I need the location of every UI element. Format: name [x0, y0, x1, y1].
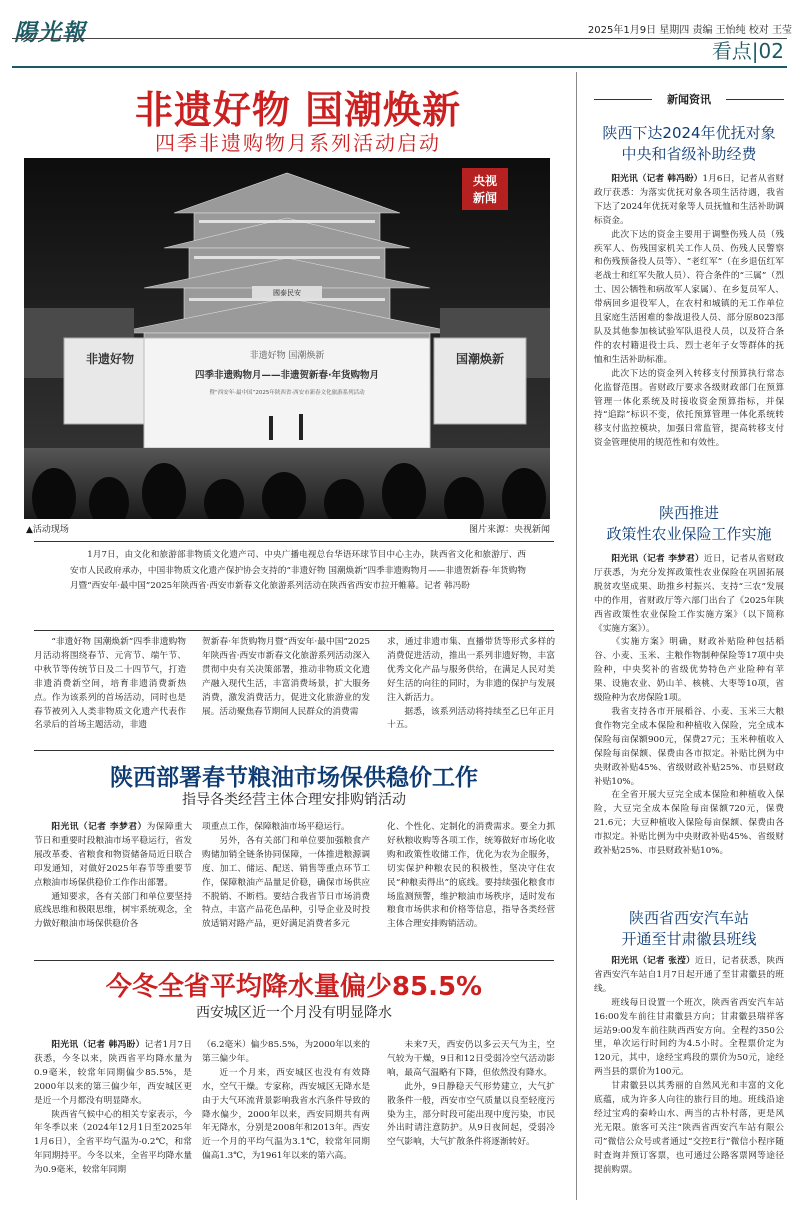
stage-caption: 暨“西安年·最中国”2025年陕西省·西安市新春文化旅游系列活动 [209, 390, 365, 396]
header-rule-bold [12, 66, 787, 68]
sidebar-item-1-p1: 1月6日，记者从省财政厅获悉：为落实优抚对象各项生活待遇，我省下达了2024年优抚对象等人员抚恤和生活补助调标资金。 [594, 174, 784, 226]
weather-col1-b: 陕西省气候中心的相关专家表示，今年冬季以来（2024年12月1日至2025年1月6日），全省平均气温为-0.2℃，和常年同期持平。今冬以来，全省平均降水量为0.9毫米，较常年同期 [34, 1109, 192, 1176]
event-photo [24, 158, 550, 519]
sidebar-label-text: 新闻资讯 [667, 93, 711, 106]
main-body-col2: 贺新春·年货购物月暨“西安年·最中国”2025年陕西省·西安市新春文化旅游系列活动深入贯彻中央有关决策部署，推动非物质文化遗产融入现代生活，丰富消费场景，扩大服务消费，激发消费活力，促进文化旅游业的发展。活动聚焦春节期间人民群众的消费需 [202, 637, 370, 717]
sidebar-item-3-title-line2: 开通至甘肃徽县班线 [621, 930, 757, 948]
column-divider [576, 72, 577, 1200]
news-badge-line2: 新闻 [472, 191, 498, 205]
lead-box-bottom [34, 630, 554, 631]
sidebar-item-2-title [594, 503, 784, 545]
lead-paragraph: 1月7日，由文化和旅游部非物质文化遗产司、中央广播电视总台华语环球节目中心主办，陕西省文化和旅游厅、西安市人民政府承办，中国非物质文化遗产保护协会支持的“非遗好物 国潮焕新”四季非遗购物月——非遗贺新春·年货购物月暨“西安年·最中国”2025年陕西省·西安市新春文化旅游系列活动在陕西省西安市拉开帷幕。记者 韩冯盼 [70, 550, 526, 592]
weather-col1 [34, 1039, 192, 1178]
grain-subheadline: 指导各类经营主体合理安排购销活动 [182, 792, 406, 808]
grain-col2-b: 另外，各有关部门和单位要加强粮食产购储加销全链条协同保障，一体推进粮源调度、加工、储运、配送、销售等重点环节工作，保障粮油产品量足价稳，确保市场供应不脱销、不断档。要结合我省节日市场消费特点，丰富产品花色品种，引导企业及时投放适销对路产品，更好满足消费者多元 [202, 835, 370, 930]
sidebar-item-2-byline: 阳光讯（记者 李梦君） [611, 554, 704, 564]
main-headline: 非遗好物 国潮焕新 [134, 88, 462, 132]
weather-subheadline: 西安城区近一个月没有明显降水 [196, 1005, 392, 1021]
weather-col2-b: 近一个月来，西安城区也没有有效降水，空气干燥。专家称，西安城区无降水是由于大气环流背景影响我省水汽条件导致的降水偏少，2000年以来，西安同期共有两年无降水，分别是2008年和2013年。西安近一个月的平均气温为3.1℃，较常年同期偏高1.3℃，为1961年以来的第六高。 [202, 1067, 370, 1162]
sidebar-item-3-body [594, 955, 784, 1178]
page-label: 看点|02 [711, 39, 784, 63]
weather-col3-a: 未来7天，西安仍以多云天气为主，空气较为干燥，9日和12日受弱冷空气活动影响，最高气温略有下降，但依然没有降水。 [387, 1040, 555, 1078]
grain-col1 [34, 821, 192, 932]
sidebar-item-2-p4: 在全省开展大豆完全成本保险和种植收入保险，大豆完全成本保险每亩保额720元，保费21.6元；大豆种植收入保险每亩保额、保费由各市拟定。补贴比例为中央财政补贴45%、省级财政补贴25%、市县财政补贴10%。 [594, 790, 784, 857]
main-subheadline: 四季非遗购物月系列活动启动 [155, 131, 441, 155]
sidebar-item-3-p2: 班线每日设置一个班次，陕西省西安汽车站16:00发车前往甘肃徽县方向；甘肃徽县瑞祥客运站9:00发车前往陕西西安方向。全程约350公里，单次运行时间约为4.5小时。全程票价定为120元，其中，途经宝鸡段的票价为50元，途经两当县的票价为100元。 [594, 997, 784, 1078]
sidebar-item-3-title [594, 908, 784, 950]
stage-subtitle: 四季非遗购物月——非遗贺新春·年货购物月 [194, 370, 380, 381]
sidebar-item-1-title [594, 123, 784, 165]
sidebar-item-2-title-line2: 政策性农业保险工作实施 [606, 525, 772, 543]
grain-col2 [202, 821, 370, 932]
tower-plaque: 國泰民安 [273, 289, 301, 297]
sidebar-item-2-p3: 我省支持各市开展稻谷、小麦、玉米三大粮食作物完全成本保险和种植收入保险，完全成本保险每亩保额900元，保费27元；玉米种植收入保险每亩保额、保费由各市拟定。补贴比例为中央财政补贴45%、省级财政补贴25%、市县财政补贴10%。 [594, 706, 784, 787]
grain-col1-b: 通知要求，各有关部门和单位要坚持底线思维和极限思维，树牢系统观念，全力做好粮油市场保供稳价各 [34, 891, 192, 930]
lead-box-top [34, 541, 554, 542]
main-body-col3-a: 求，通过非遗市集、直播带货等形式多样的消费促进活动，推出一系列非遗好物，丰富优秀文化产品与服务供给，在满足人民对美好生活的向往的同时，为非遗的保护与发展注入新活力。 [387, 637, 555, 703]
weather-byline: 阳光讯（记者 韩冯盼） [51, 1040, 145, 1050]
screen-right-text: 国潮焕新 [455, 352, 505, 366]
weather-col3 [387, 1039, 555, 1150]
grain-col1-a: 为保障重大节日和重要时段粮油市场平稳运行，省发展改革委、省粮食和物资储备局近日联合印发通知，对做好2025年春节等重要节点粮油市场保供稳价工作作出部署。 [34, 822, 192, 888]
weather-col2-a: （6.2毫米）偏少85.5%，为2000年以来的第三偏少年。 [202, 1040, 370, 1064]
weather-col3-b: 此外，9日静稳天气形势建立，大气扩散条件一般，西安市空气质量以良至轻度污染为主，部分时段可能出现中度污染，市民外出时请注意防护。从9日夜间起，受弱冷空气影响，大气扩散条件将逐渐转好。 [387, 1081, 555, 1148]
sidebar-item-1-p3: 此次下达的资金列入转移支付预算执行常态化监督范围。省财政厅要求各级财政部门在预算管理一体化系统及时接收资金预算指标，并保持“追踪”标识不变，依托预算管理一体化系统转移支付监控模块，加强日常监管，提高转移支付资金管理使用的规范性和有效性。 [594, 368, 784, 449]
date-line: 2025年1月9日 星期四 责编 王怡纯 校对 王莹 [587, 25, 792, 36]
main-body-col1: “非遗好物 国潮焕新”四季非遗购物月活动将围绕春节、元宵节、端午节、中秋节等传统节日及二十四节气，打造非遗消费新空间，培育非遗消费新热点。作为该系列的首场活动，同时也是春节被列入人类非物质文化遗产代表作名录后的首场主题活动，非遗 [34, 637, 186, 731]
sidebar-item-1-title-line1: 陕西下达2024年优抚对象 [602, 124, 776, 142]
sidebar-item-2-body [594, 553, 784, 859]
weather-headline: 今冬全省平均降水量偏少85.5% [105, 972, 483, 1002]
news-badge-line1: 央视 [472, 174, 498, 188]
screen-left-text: 非遗好物 [85, 352, 135, 366]
section-rule [34, 750, 554, 751]
sidebar-item-3-byline: 阳光讯（记者 张滢） [611, 956, 695, 966]
sidebar-item-1-body [594, 173, 784, 451]
weather-col1-a: 记者1月7日获悉，今冬以来，陕西省平均降水量为0.9毫米，较常年同期偏少85.5%，是2000年以来的第三偏少年，西安城区更是近一个月都没有明显降水。 [34, 1040, 192, 1106]
sidebar-item-1-byline: 阳光讯（记者 韩冯盼） [611, 174, 703, 184]
sidebar-item-1-title-line2: 中央和省级补助经费 [621, 145, 757, 163]
weather-col2 [202, 1039, 370, 1164]
masthead-logo: 陽光報 [14, 19, 86, 46]
sidebar-item-1-p2: 此次下达的资金主要用于调整伤残人员（残疾军人、伤残国家机关工作人员、伤残人民警察和伤残预备役人员等）、“老红军”（在乡退伍红军老战士和红军失散人员）、符合条件的“三属”（烈士、因公牺牲和病故军人家属）、在乡复员军人、带病回乡退役军人，在农村和城镇的无工作单位且家庭生活困难的参战退役人员、部分原8023部队及其他参加核试验军队退役人员，以及符合条件的农村籍退役士兵、烈士老年子女等群体的抚恤和生活补助标准。 [594, 229, 784, 365]
sidebar-item-3-title-line1: 陕西省西安汽车站 [628, 909, 749, 927]
grain-col3: 化、个性化、定制化的消费需求。要全力抓好秋粮收购等各项工作，统筹做好市场化收购和政策性收储工作，优化为农为企服务，切实保护种粮农民的积极性，坚决守住农民“种粮卖得出”的底线。要持续强化粮食市场监测预警，维护粮油市场秩序，适时发布粮食市场供求和价格等信息，指导各类经营主体合理安排购销活动。 [387, 822, 555, 930]
sidebar-item-2-p2: 《实施方案》明确，财政补贴险种包括稻谷、小麦、玉米、主粮作物制种保险等17项中央险种，中央奖补的省级优势特色产业险种有苹果、设施农业、奶山羊、核桃、大枣等10项，省级险种为农房保险1项。 [594, 637, 784, 704]
sidebar-item-3-p1: 近日，记者获悉，陕西省西安汽车站自1月7日起开通了至甘肃徽县的班线。 [594, 956, 784, 994]
photo-caption: ▲活动现场 [26, 525, 69, 535]
sidebar-item-2-p1: 近日，记者从省财政厅获悉，为充分发挥政策性农业保险在巩固拓展脱贫攻坚成果、助推乡村振兴、支持“三农”发展中的作用，省财政厅等六部门出台了《2025年陕西省政策性农业保险工作实施方案》（以下简称《实施方案》）。 [594, 554, 784, 634]
sidebar-label [652, 91, 726, 107]
grain-headline: 陕西部署春节粮油市场保供稳价工作 [110, 765, 478, 791]
stage-title: 非遗好物 国潮焕新 [249, 351, 325, 361]
section-rule-2 [34, 960, 554, 961]
header-rule [12, 38, 787, 39]
photo-source: 图片来源：央视新闻 [468, 525, 550, 535]
grain-byline: 阳光讯（记者 李梦君） [51, 822, 147, 832]
sidebar-item-2-title-line1: 陕西推进 [658, 504, 719, 522]
sidebar-item-3-p3: 甘肃徽县以其秀丽的自然风光和丰富的文化底蕴，成为许多人向往的旅行目的地。班线沿途经过宝鸡的秦岭山水、两当的古朴村落，更是风光无限。旅客可关注“陕西省西安汽车站有限公司”微信公众号或者通过“交控E行”微信小程序随时查询并预订客票，也可通过公路客票网等途径提前购票。 [594, 1081, 784, 1175]
main-body-col3-b: 据悉，该系列活动将持续至乙巳年正月十五。 [387, 706, 555, 731]
main-body-col3 [387, 636, 555, 733]
grain-col2-a: 项重点工作，保障粮油市场平稳运行。 [202, 822, 350, 832]
